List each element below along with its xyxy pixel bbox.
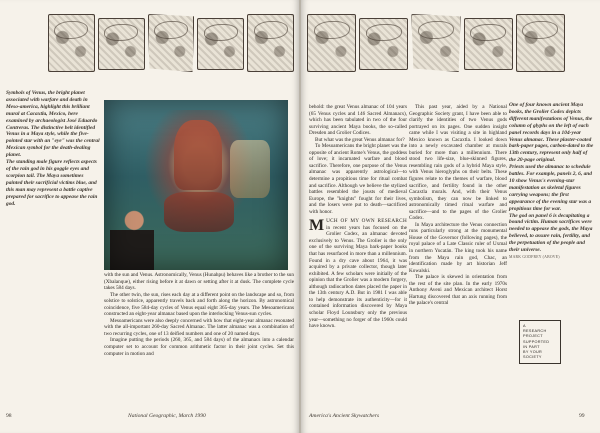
codex-panel: [48, 14, 95, 72]
left-body-text: [104, 272, 294, 357]
codex-panel: [307, 14, 356, 72]
body-paragraph: To Mesoamericans the bright planet was the opposite of ancient Rome's Venus, the goddess of love; it incarnated warfare and blood sacrifice. Therefore, one purpose of the Venus almanac was apparently astrological—to determine a propitious time for ritual combat and sacrifice. Although we believe the stylized battles resembled the jousts of medieval Europe, the "knights" fought for their lives, and the losers were put to death—sacrificed with honor.: [309, 143, 407, 215]
running-foot: National Geographic, March 1990: [128, 413, 206, 419]
codex-panel: [464, 18, 513, 70]
codex-panel: [516, 14, 565, 72]
body-paragraph: Mesoamericans were also deeply concerned with how that eight-year almanac resonated with the all-important 260-day Sacred Almanac. The latter almanac was a combination of two recurring cycles, one of 13 deified numbers and one of 20 named days.: [104, 317, 294, 337]
codex-panel: [197, 18, 244, 70]
codex-panels-right: [307, 14, 565, 72]
society-research-box: [519, 320, 561, 364]
body-paragraph: In Maya architecture the Venus connection runs particularly strong at the monumental House of the Governor (following pages), the royal palace of a Late Classic ruler of Uxmal in northern Yucatán. The king took his name from the Maya rain god, Chac, an identification made by art historian Jeff Kowalski.: [409, 221, 507, 274]
right-page: [301, 0, 600, 433]
codex-caption: [509, 102, 595, 261]
body-paragraph: The other twin, the sun, rises each day at a different point on the landscape and so, from solstice to solstice, apparently travels back and forth along the horizon. By astronomical coincidence, five 584-day cycles of Venus equal eight 365-day years. The Mesoamericans constructed an eight-year almanac based upon the interlocking Venus-sun cycles.: [104, 291, 294, 318]
body-paragraph: with the sun and Venus. Astronomically, Venus (Hunahpu) behaves like a brother to the sun (Xbalanque), either rising before it at dawn or setting after it at dusk. The complete cycle takes 584 days.: [104, 272, 294, 292]
box-line: SUPPORTED: [523, 339, 550, 344]
caption-paragraph: Symbols of Venus, the bright planet associated with warfare and death in Meso-america, highlight this brilliant mural at Cacaxtla, Mexico, here examined by archaeologist José Eduardo Contreras. The distinctive belt identified Venus in a Maya style, while the five-pointed star with an "eye" was the central Mexican symbol for the death-dealing planet.: [6, 90, 100, 159]
codex-panel: [148, 14, 195, 72]
box-line: A: [523, 324, 526, 328]
caption-paragraph: The standing male figure reflects aspects of the rain god in his goggle eyes and scorpion tail. The Maya sometimes painted their sacrificial victims blue, and this man may represent a battle captive prepared for sacrifice to appease the rain god.: [6, 159, 98, 207]
body-paragraph: But what was the great Venus almanac for?: [315, 136, 405, 143]
box-line: SOCIETY: [523, 355, 542, 360]
body-paragraph-text: in recent years has focused on the Grolier Codex, an almanac devoted exclusively to Venus. The Grolier is the only one of the surviving Maya bark-paper books that has resurfaced in more than a millennium. Found in a dry cave about 1964, it was acquired by a private collector, though later exhibited. A few scholars were initially of the opinion that the Grolier was a modern forgery, although radiocarbon dates placed the paper in the 13th century A.D. But in 1981 I was able to help demonstrate its authenticity—for it contained information discovered by Maya scholar Floyd Lounsbury only the previous year—something no forger of the 1960s could have known.: [309, 224, 407, 330]
running-foot: America's Ancient Skywatchers: [309, 413, 380, 419]
body-paragraph: Imagine putting the periods (260, 365, and 584 days) of the almanacs into a calendar computer set to account for common arithmetic factor in their joint cycles. Set this computer in motion and: [104, 337, 294, 357]
small-caps-lead: UCH OF MY OWN RESEARCH: [326, 218, 407, 225]
caption-paragraph: The god on panel 6 is decapitating a bound victim. Human sacrifices were needed to appease the gods, the Maya believed, to assure rain, fertility, and the perpetuation of the people and their universe.: [509, 212, 593, 254]
box-line: IN PART: [523, 344, 540, 349]
cacaxtla-mural-photo: [104, 100, 288, 270]
codex-panel: [359, 18, 408, 70]
codex-panel: [411, 14, 460, 72]
caption-paragraph: Priests used the almanac to schedule battles. For example, panels 2, 6, and 10 show Venus's evening-star manifestation as skeletal figures carrying weapons; the first appearance of the evening star was a propitious time for war.: [509, 164, 592, 212]
body-paragraph: The palace is skewed in orientation from the rest of the site plan. In the early 1970s Anthony Aveni and Mexican architect Horst Hartung discovered that an axis running from the palace's central: [409, 274, 507, 307]
left-page: [0, 0, 299, 433]
right-body-column-1: [309, 104, 407, 330]
right-body-column-2: [409, 104, 507, 307]
caption-paragraph: One of four known ancient Maya books, the Grolier Codex depicts different manifestations of Venus, the column of glyphs on the left of each panel records days in a 104-year Venus almanac. These plaster-coated bark-paper pages, carbon-dated to the 13th century, represent only half of the 20-page original.: [509, 102, 594, 164]
box-line: RESEARCH: [523, 329, 547, 334]
drop-cap: M: [309, 217, 325, 235]
box-line: PROJECT: [523, 334, 543, 339]
page-number: 98: [6, 413, 12, 419]
body-paragraph: behold: the great Venus almanac of 104 years (65 Venus cycles and 146 Sacred Almanacs), which has been tabulated in two of the four surviving ancient Maya books, the so-called Dresden and Grolier Codices.: [309, 104, 407, 137]
mural-caption: [6, 90, 100, 207]
codex-panel: [247, 14, 294, 72]
box-line: BY YOUR: [523, 350, 543, 355]
page-number: 99: [579, 413, 585, 419]
codex-panels-left: [48, 14, 294, 72]
codex-panel: [98, 18, 145, 70]
photo-credit: MARK GODFREY (ABOVE): [509, 254, 560, 259]
body-paragraph: [309, 218, 407, 329]
body-paragraph: This past year, aided by a National Geographic Society grant, I have been able to clarify the identities of two Venus gods portrayed on its pages. One sudden insight came while I was visiting a site in highland Mexico known as Cacaxtla. I looked down into a newly excavated chamber at murals buried for more than a millennium. There stood two life-size, blue-skinned figures, resembling rain gods of a hybrid Maya style, with Venus hieroglyphs on their belts. These figures relate to the themes of warfare, blood sacrifice, and fertility found in the other Cacaxtla murals. And, with their Venus symbolism, they can now be linked to astronomically timed ritual warfare and sacrifice—and to the pages of the Grolier Codex.: [409, 104, 507, 222]
